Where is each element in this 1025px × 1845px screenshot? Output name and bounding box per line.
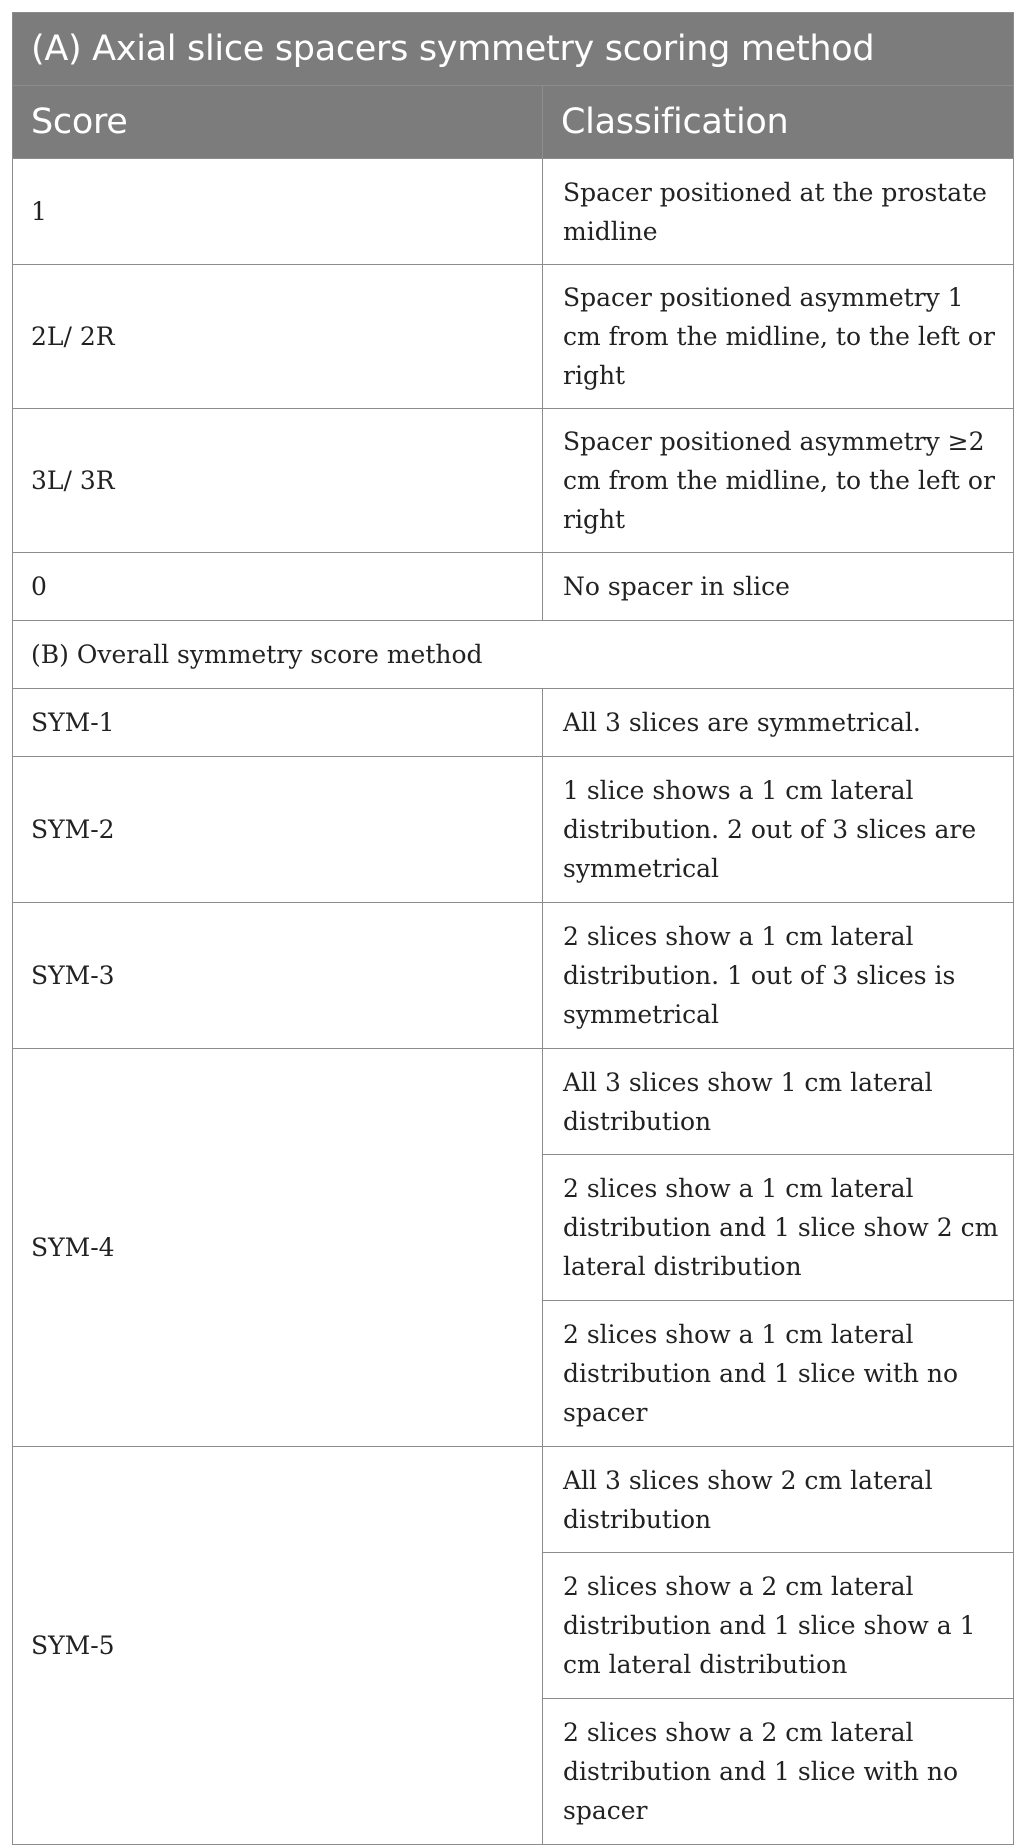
section-b-title: (B) Overall symmetry score method bbox=[13, 621, 1014, 689]
classification-cell: 2 slices show a 1 cm lateral distribution and 1 slice show 2 cm lateral distribution bbox=[543, 1155, 1014, 1301]
table-row bbox=[13, 903, 1014, 1049]
score-cell: SYM-5 bbox=[13, 1447, 543, 1845]
classification-cell: No spacer in slice bbox=[543, 553, 1014, 621]
classification-cell: All 3 slices show 2 cm lateral distribution bbox=[543, 1447, 1014, 1553]
table-row bbox=[13, 757, 1014, 903]
classification-cell: 2 slices show a 1 cm lateral distribution. 1 out of 3 slices is symmetrical bbox=[543, 903, 1014, 1049]
table-title-a: (A) Axial slice spacers symmetry scoring method bbox=[13, 13, 1014, 86]
symmetry-scoring-table bbox=[12, 12, 1014, 1845]
table-header-row bbox=[13, 86, 1014, 159]
classification-cell: 2 slices show a 2 cm lateral distribution and 1 slice show a 1 cm lateral distribution bbox=[543, 1553, 1014, 1699]
classification-cell: All 3 slices are symmetrical. bbox=[543, 689, 1014, 757]
score-cell: SYM-2 bbox=[13, 757, 543, 903]
table-row bbox=[13, 1447, 1014, 1553]
score-cell: SYM-4 bbox=[13, 1049, 543, 1447]
column-header-classification: Classification bbox=[543, 86, 1014, 159]
classification-cell: Spacer positioned at the prostate midline bbox=[543, 159, 1014, 265]
score-cell: 1 bbox=[13, 159, 543, 265]
table-row bbox=[13, 409, 1014, 553]
classification-cell: Spacer positioned asymmetry ≥2 cm from the midline, to the left or right bbox=[543, 409, 1014, 553]
score-cell: 3L/ 3R bbox=[13, 409, 543, 553]
score-cell: 0 bbox=[13, 553, 543, 621]
classification-cell: 2 slices show a 2 cm lateral distribution and 1 slice with no spacer bbox=[543, 1699, 1014, 1845]
classification-cell: 1 slice shows a 1 cm lateral distribution. 2 out of 3 slices are symmetrical bbox=[543, 757, 1014, 903]
table-row bbox=[13, 265, 1014, 409]
score-cell: SYM-1 bbox=[13, 689, 543, 757]
table-row bbox=[13, 553, 1014, 621]
table-row bbox=[13, 689, 1014, 757]
column-header-score: Score bbox=[13, 86, 543, 159]
classification-cell: 2 slices show a 1 cm lateral distribution and 1 slice with no spacer bbox=[543, 1301, 1014, 1447]
classification-cell: All 3 slices show 1 cm lateral distribution bbox=[543, 1049, 1014, 1155]
table-row bbox=[13, 1049, 1014, 1155]
section-b-title-row bbox=[13, 621, 1014, 689]
score-cell: SYM-3 bbox=[13, 903, 543, 1049]
table-title-row bbox=[13, 13, 1014, 86]
score-cell: 2L/ 2R bbox=[13, 265, 543, 409]
table-row bbox=[13, 159, 1014, 265]
classification-cell: Spacer positioned asymmetry 1 cm from the midline, to the left or right bbox=[543, 265, 1014, 409]
